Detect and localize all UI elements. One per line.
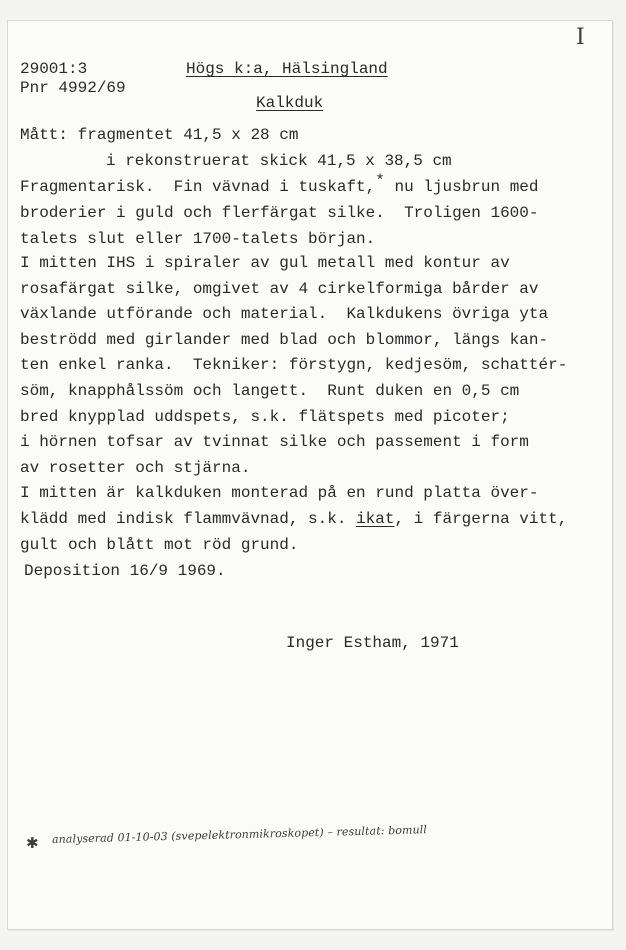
description-line-15: gult och blått mot röd grund. xyxy=(20,536,299,554)
catalog-card xyxy=(7,20,613,930)
author-signature: Inger Estham, 1971 xyxy=(286,634,459,652)
catalog-id: 29001:3 xyxy=(20,60,88,78)
description-line-8: ten enkel ranka. Tekniker: förstygn, kedjesöm, schattér- xyxy=(20,356,568,374)
description-line-1b: nu ljusbrun med xyxy=(384,178,539,196)
description-line-13: I mitten är kalkduken monterad på en rund platta över- xyxy=(20,484,539,502)
footnote-star: * xyxy=(375,172,385,190)
description-line-2: broderier i guld och flerfärgat silke. Troligen 1600- xyxy=(20,204,539,222)
deposition-date: Deposition 16/9 1969. xyxy=(24,562,226,580)
handwritten-star: ✱ xyxy=(26,834,39,852)
parish-title: Högs k:a, Hälsingland xyxy=(186,60,388,78)
card-number: I xyxy=(576,25,585,50)
description-line-14b: , i färgerna vitt, xyxy=(394,510,568,528)
description-line-12: av rosetter och stjärna. xyxy=(20,459,251,477)
measurement-reconstructed: i rekonstruerat skick 41,5 x 38,5 cm xyxy=(106,152,452,170)
description-line-1a: Fragmentarisk. Fin vävnad i tuskaft, xyxy=(20,178,376,196)
description-line-14 xyxy=(20,509,567,529)
handwritten-note: analyserad 01-10-03 (svepelektronmikroskopet) – resultat: bomull xyxy=(51,823,428,846)
description-line-11: i hörnen tofsar av tvinnat silke och passement i form xyxy=(20,433,529,451)
measurement-fragment: Mått: fragmentet 41,5 x 28 cm xyxy=(20,126,299,144)
description-line-5: rosafärgat silke, omgivet av 4 cirkelformiga bårder av xyxy=(20,280,539,298)
object-title: Kalkduk xyxy=(256,94,324,112)
pnr-number: Pnr 4992/69 xyxy=(20,79,126,97)
description-line-6: växlande utförande och material. Kalkdukens övriga yta xyxy=(20,305,549,323)
description-line-4: I mitten IHS i spiraler av gul metall med kontur av xyxy=(20,254,510,272)
description-line-7: beströdd med girlander med blad och blommor, längs kan- xyxy=(20,331,549,349)
description-line-14a: klädd med indisk flammvävnad, s.k. xyxy=(20,510,357,528)
ikat-term: ikat xyxy=(356,510,395,528)
description-line-3: talets slut eller 1700-talets början. xyxy=(20,230,376,248)
description-line-9: söm, knapphålssöm och langett. Runt duken en 0,5 cm xyxy=(20,382,520,400)
description-line-1 xyxy=(20,172,539,197)
description-line-10: bred knypplad uddspets, s.k. flätspets med picoter; xyxy=(20,408,510,426)
